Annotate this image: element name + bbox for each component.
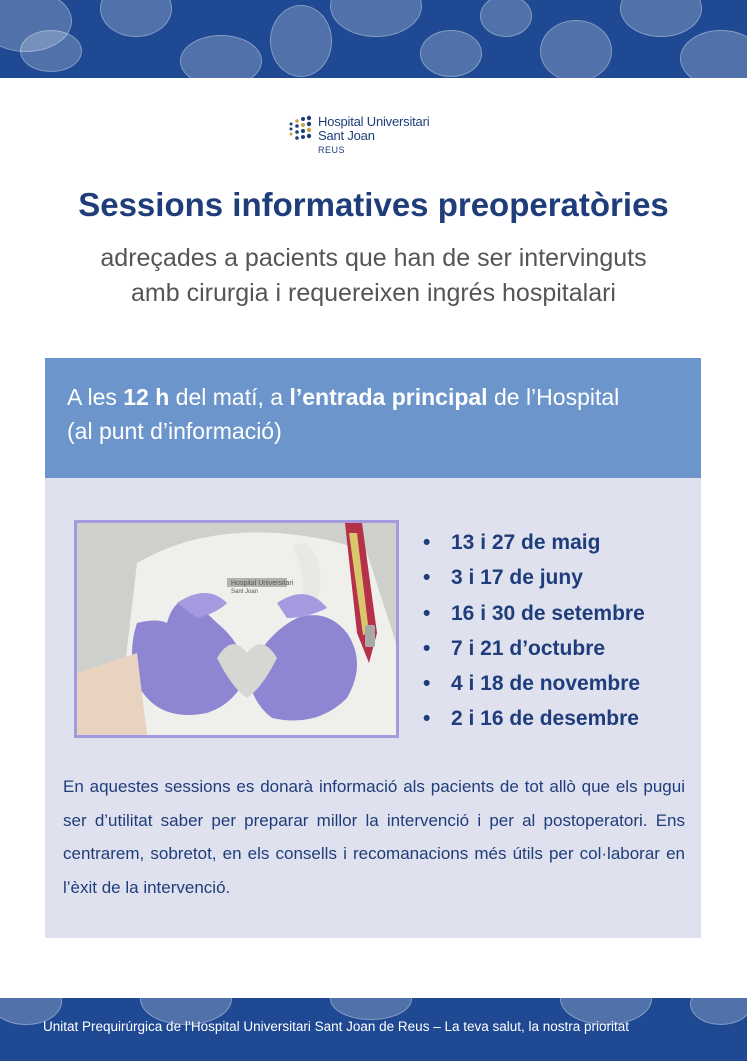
logo-city: REUS xyxy=(318,145,346,155)
logo-name xyxy=(318,115,429,143)
date-text: 16 i 30 de setembre xyxy=(451,601,645,625)
date-text: 13 i 27 de maig xyxy=(451,531,601,554)
time-location-line2: (al punt d’informació) xyxy=(67,418,282,444)
logo-dots-icon xyxy=(285,114,315,144)
date-item xyxy=(423,701,645,736)
decorative-bubble xyxy=(180,35,262,78)
decorative-bubble xyxy=(540,20,612,78)
top-decorative-band xyxy=(0,0,747,78)
info-hour: 12 h xyxy=(123,384,170,410)
time-location-text xyxy=(67,380,687,448)
page-subtitle xyxy=(0,241,747,311)
bullet-icon: • xyxy=(423,636,431,660)
logo-line1: Hospital Universitari xyxy=(318,114,430,129)
date-item xyxy=(423,525,645,560)
subtitle-line1: adreçades a pacients que han de ser intervinguts xyxy=(100,244,647,272)
footer-text: Unitat Prequirúrgica de l’Hospital Universitari Sant Joan de Reus – La teva salut, la nostra prioritat xyxy=(43,1019,630,1034)
bullet-icon: • xyxy=(423,566,431,590)
decorative-bubble xyxy=(330,0,422,37)
session-dates-list xyxy=(423,525,645,737)
info-part3: de l’Hospital xyxy=(487,384,620,410)
bullet-icon: • xyxy=(423,672,431,696)
hospital-logo xyxy=(285,110,475,160)
decorative-bubble xyxy=(100,0,172,37)
decorative-bubble xyxy=(690,998,747,1025)
decorative-bubble xyxy=(270,5,332,77)
logo-line2: Sant Joan xyxy=(318,128,375,143)
photo-badge-line2: Sant Joan xyxy=(231,589,259,595)
page-title: Sessions informatives preoperatòries xyxy=(78,186,669,223)
bullet-icon: • xyxy=(423,601,431,625)
description-paragraph: En aquestes sessions es donarà informació als pacients de tot allò que els pugui ser d’utilitat saber per preparar millor la intervenció i per al postoperatori. Ens centrarem, sobretot, en els consells i recomanacions més útils per col·laborar en l’èxit de la intervenció. xyxy=(63,777,685,898)
date-text: 2 i 16 de desembre xyxy=(451,707,639,731)
info-place: l’entrada principal xyxy=(289,384,488,410)
date-text: 3 i 17 de juny xyxy=(451,566,583,590)
date-text: 7 i 21 d’octubre xyxy=(451,636,606,660)
decorative-bubble xyxy=(420,30,482,77)
date-item xyxy=(423,596,645,631)
info-part1: A les xyxy=(67,384,124,410)
hands-heart-illustration xyxy=(77,523,396,735)
info-part2: del matí, a xyxy=(169,384,290,410)
bullet-icon: • xyxy=(423,531,431,554)
date-item xyxy=(423,560,645,595)
decorative-bubble xyxy=(20,30,82,72)
decorative-bubble xyxy=(330,998,412,1020)
time-location-box xyxy=(45,358,701,478)
decorative-bubble xyxy=(620,0,702,37)
decorative-bubble xyxy=(680,30,747,78)
photo-badge-line1: Hospital Universitari xyxy=(231,580,294,587)
subtitle-line2: amb cirurgia i requereixen ingrés hospitalari xyxy=(131,279,616,307)
date-item xyxy=(423,666,645,701)
hands-heart-photo xyxy=(74,520,399,738)
bullet-icon: • xyxy=(423,707,431,731)
date-item xyxy=(423,631,645,666)
decorative-bubble xyxy=(480,0,532,37)
time-location-line1 xyxy=(67,380,687,414)
date-text: 4 i 18 de novembre xyxy=(451,672,641,696)
